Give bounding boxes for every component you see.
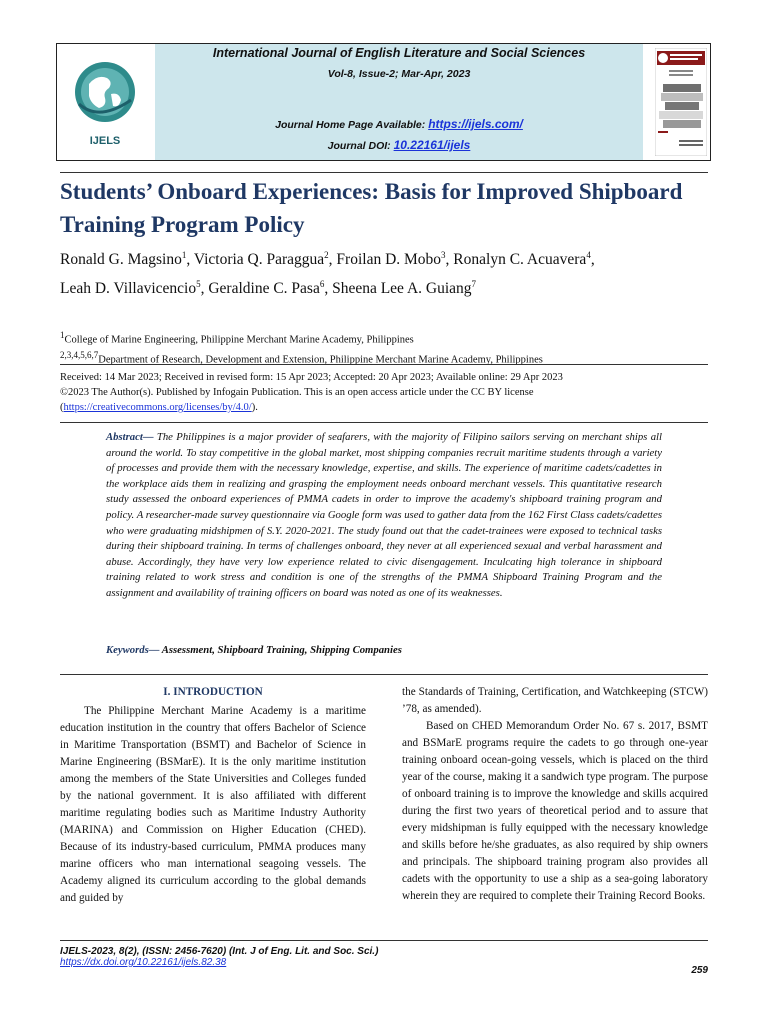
author-affiliation-mark: 3 bbox=[441, 250, 446, 260]
intro-paragraph-2: Based on CHED Memorandum Order No. 67 s. 2017, BSMT and BSMarE programs require the cadets to go through one-year training onboard ocean-going vessels, which is placed on the third year of the course, making it a sandwich type program. The purpose of onboard training is to improve the knowledge and skills acquired during the first two years of theoretical period and to assure that every midshipman is fully equipped with the necessary knowledge and skills before he/she graduates, as also required by ship owners and principals. The shipboard training program also provides all cadets with the opportunity to use a ship as a sea-going laboratory wherein they are required to complete their Training Record Books. bbox=[402, 720, 708, 902]
author-name: Victoria Q. Paraggua bbox=[193, 251, 325, 269]
article-history bbox=[60, 370, 710, 415]
author-affiliation-mark: 4 bbox=[586, 250, 591, 260]
intro-paragraph-continued: the Standards of Training, Certification, and Watchkeeping (STCW) ’78, as amended). bbox=[402, 686, 708, 715]
author-list: Ronald G. Magsino$^1$, Victoria Q. Paraggua$^2$, Froilan D. Mobo$^3$, Ronalyn C. Acuavera$^4$, Leah D. Villavicencio$^5$, Geraldine C. Pasa$^6$, Sheena Lee A. Guiang$^7$ bbox=[60, 250, 595, 298]
license-line: (https://creativecommons.org/licenses/by/4.0/). bbox=[60, 402, 258, 413]
keywords bbox=[106, 644, 662, 656]
journal-header bbox=[56, 43, 711, 161]
header-rule bbox=[60, 172, 708, 173]
received-dates: Received: 14 Mar 2023; Received in revised form: 15 Apr 2023; Accepted: 20 Apr 2023; Available online: 29 Apr 2023 bbox=[60, 372, 563, 383]
home-label: Journal Home Page Available: bbox=[275, 119, 429, 131]
affiliation-line: $^{2,3,4,5,6,7}$Department of Research, Development and Extension, Philippine Merchant Marine Academy, Philippines bbox=[60, 349, 543, 365]
author-affiliation-mark: 1 bbox=[181, 250, 187, 260]
journal-title: International Journal of English Literature and Social Sciences bbox=[212, 46, 586, 60]
affiliations bbox=[60, 328, 710, 367]
abstract-label: Abstract— bbox=[106, 431, 154, 443]
keywords-label: Keywords— bbox=[106, 644, 160, 656]
page-number: 259 bbox=[691, 965, 708, 976]
copyright-notice: ©2023 The Author(s). Published by Infogain Publication. This is an open access article under the CC BY license bbox=[60, 387, 534, 398]
author-name: Ronald G. Magsino bbox=[60, 251, 182, 269]
abstract bbox=[106, 430, 662, 602]
journal-home-link[interactable]: https://ijels.com/ bbox=[428, 117, 523, 131]
logo-text: IJELS bbox=[89, 135, 121, 147]
author-name: Froilan D. Mobo bbox=[336, 251, 442, 269]
author-affiliation-mark: 7 bbox=[471, 279, 477, 290]
intro-paragraph-1: The Philippine Merchant Marine Academy is a maritime education institution in the country that offers Bachelor of Science in Maritime Transportation (BSMT) and Bachelor of Science in Marine Engineering (BSMarE). It is the only maritime institution among the members of the State Universities and Colleges funded by the national government. It is also affiliated with different maritime regulating bodies such as Maritime Industry Authority (MARINA) and Commission on Higher Education (CHED). Because of its industry-based curriculum, PMMA produces many marine officers who man international seagoing vessels. The Academy aligned its curriculum according to the global demands and guided by bbox=[60, 705, 366, 904]
author-name: Geraldine C. Pasa bbox=[208, 280, 320, 298]
author-affiliation-mark: 6 bbox=[319, 279, 325, 290]
footer-rule bbox=[60, 940, 708, 941]
left-column bbox=[60, 684, 366, 907]
footer-doi-link[interactable]: https://dx.doi.org/10.22161/ijels.82.38 bbox=[60, 957, 227, 968]
keywords-text: Assessment, Shipboard Training, Shipping Companies bbox=[161, 644, 402, 656]
paper-title: Students’ Onboard Experiences: Basis for Improved Shipboard Training Program Policy bbox=[60, 179, 683, 237]
journal-cover-image bbox=[655, 48, 707, 156]
author-affiliation-mark: 5 bbox=[196, 279, 201, 290]
journal-home-line bbox=[155, 117, 643, 131]
author-affiliation-mark: 2 bbox=[324, 250, 329, 260]
abstract-rule bbox=[60, 422, 708, 423]
license-link[interactable]: https://creativecommons.org/licenses/by/4.0/ bbox=[63, 402, 252, 413]
body-rule bbox=[60, 674, 708, 675]
affiliation-line: $^1$College of Marine Engineering, Philippine Merchant Marine Academy, Philippines bbox=[60, 330, 414, 346]
journal-doi-link[interactable]: 10.22161/ijels bbox=[393, 138, 471, 152]
journal-doi-line bbox=[155, 138, 643, 152]
author-name: Leah D. Villavicencio bbox=[60, 280, 197, 298]
doi-label: Journal DOI: bbox=[327, 140, 394, 152]
author-name: Sheena Lee A. Guiang bbox=[332, 280, 472, 298]
dates-rule bbox=[60, 364, 708, 365]
author-name: Ronalyn C. Acuavera bbox=[453, 251, 587, 269]
footer bbox=[60, 946, 710, 968]
journal-volume: Vol-8, Issue-2; Mar-Apr, 2023 bbox=[327, 68, 471, 80]
right-column bbox=[402, 684, 708, 905]
section-heading: I. INTRODUCTION bbox=[163, 686, 263, 698]
abstract-text: The Philippines is a major provider of seafarers, with the majority of Filipino sailors serving on merchant ships all around the world. To stay competitive in the global market, most shipping companies recruit maritime students through a variety of processes and provide them with the necessary knowledge, expertise, and skills. The experience of maritime cadets/cadettes in the workplace aids them in realizing and grasping the employment needs onboard merchant vessels. This quantitative research study assessed the onboard experiences of PMMA cadets in order to improve the academy's shipboard training program and policy. A researcher-made survey questionnaire via Google form was used to gather data from the 162 First Class cadets/cadettes who were graduating midshipmen of S.Y. 2020-2021. The study found out that the cadet-trainees were exposed to technical tasks during their shipboard training. In terms of challenges onboard, they never at all experienced sexual and verbal harassment and abuse. Accordingly, they have very low experience related to civic disengagement. Inculcating high tolerance in shipboard training related to work stress and condition is one of the strengths of the PMMA Shipboard Training Program and the assignment and availability of training officers on board was noted as one of its weaknesses. bbox=[106, 431, 662, 599]
ijels-logo-icon bbox=[65, 54, 145, 152]
footer-citation: IJELS-2023, 8(2), (ISSN: 2456-7620) (Int. J of Eng. Lit. and Soc. Sci.) bbox=[60, 946, 379, 957]
